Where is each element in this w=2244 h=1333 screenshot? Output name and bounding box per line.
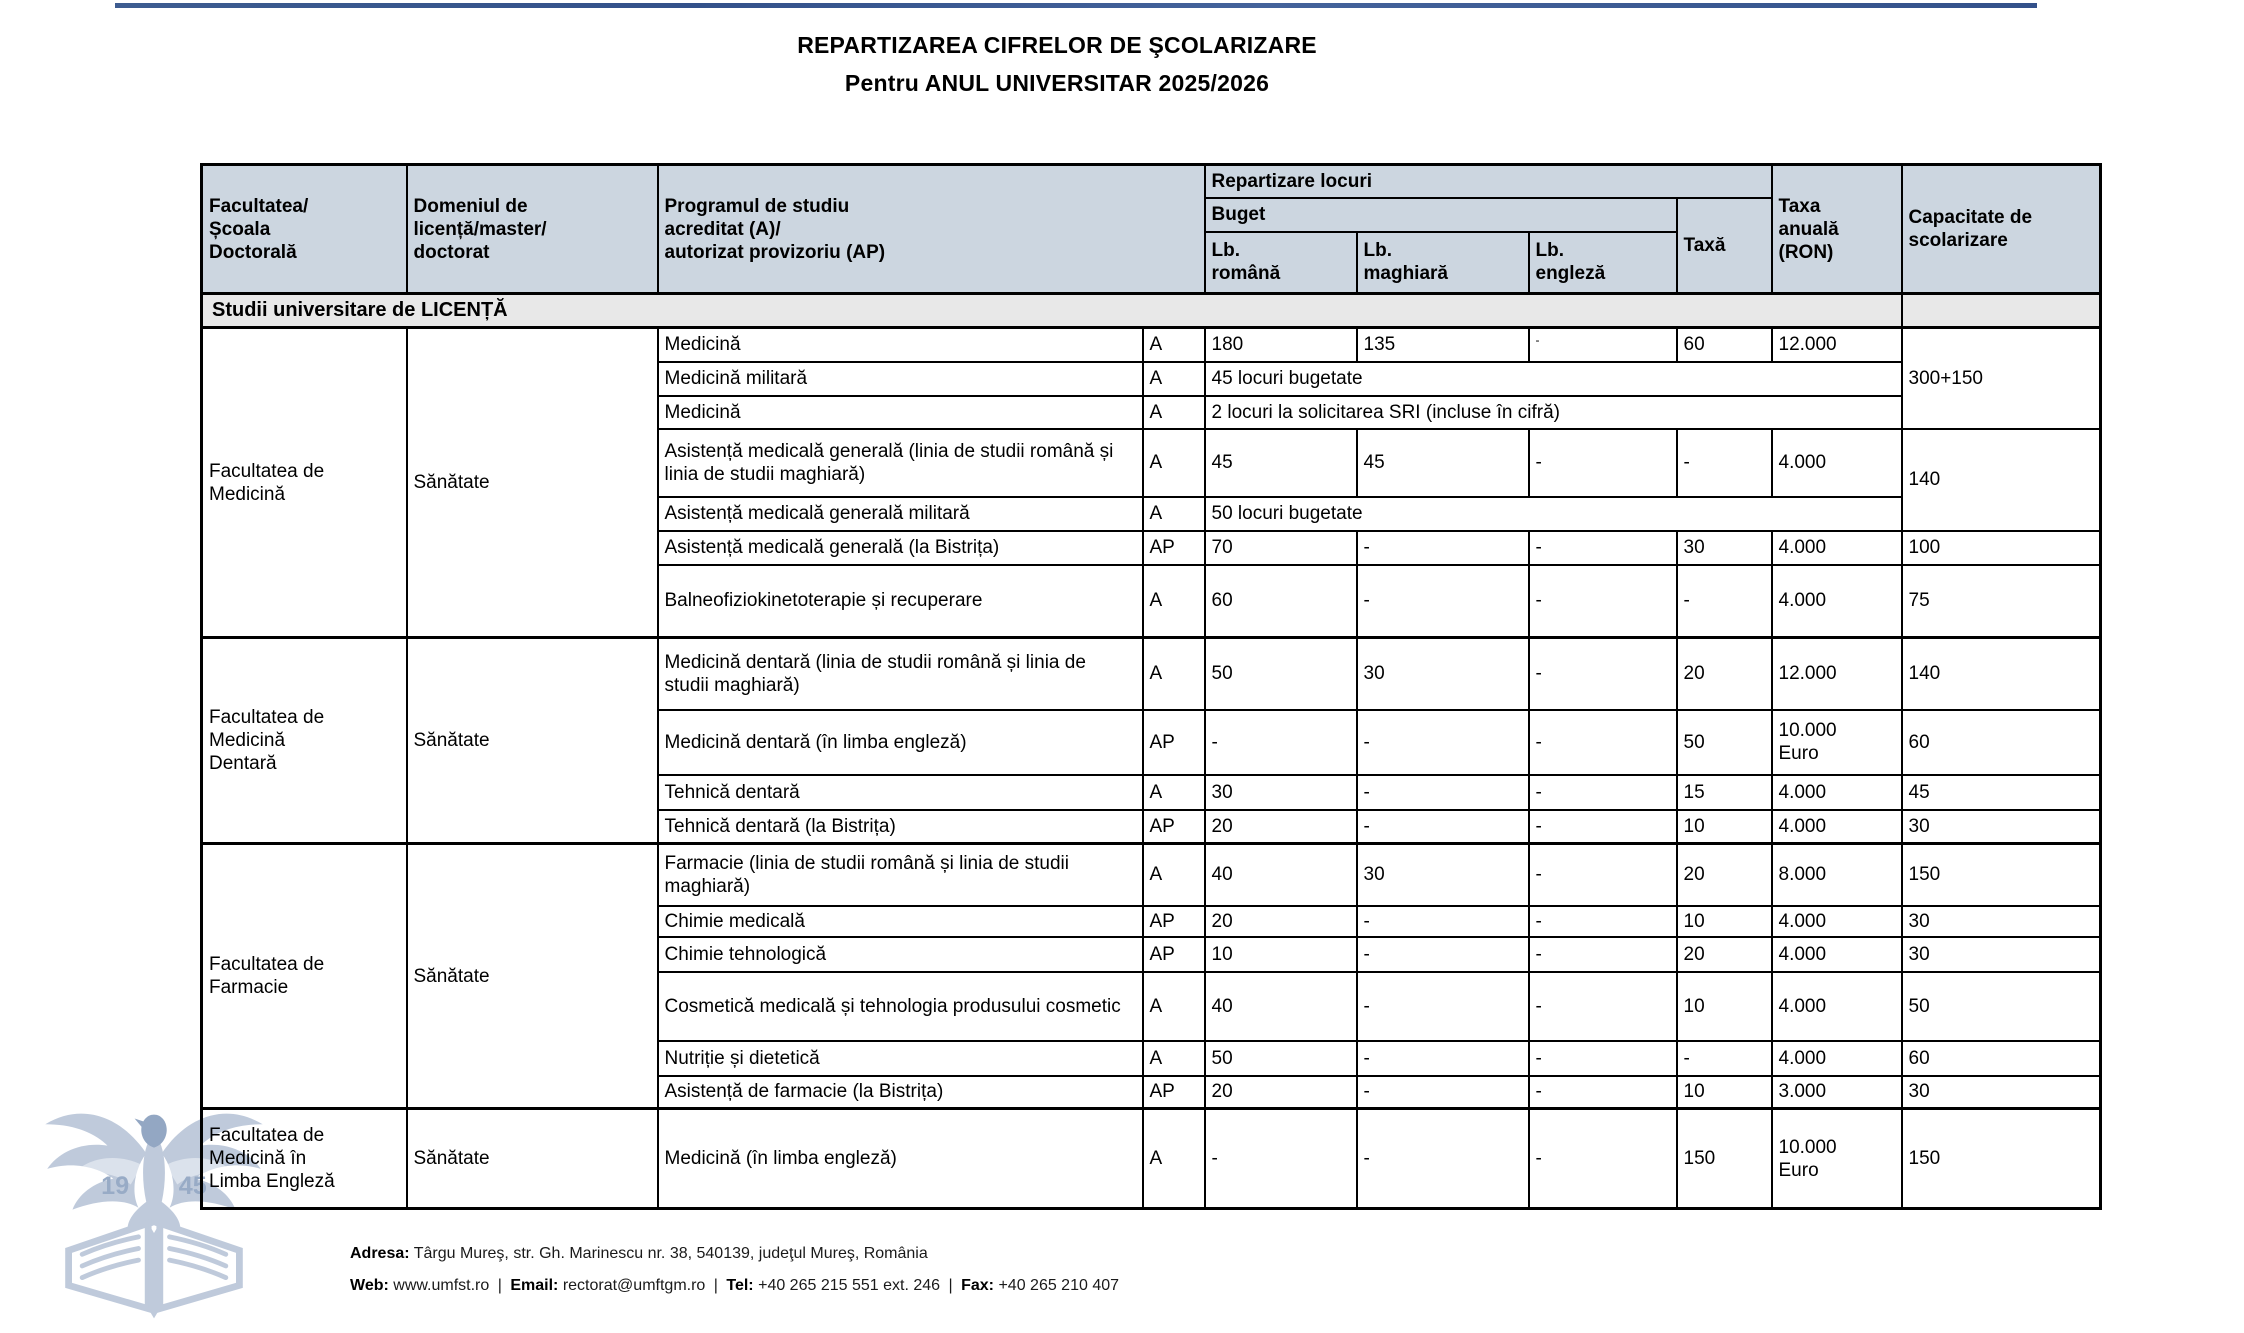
capacity-cell: 30 xyxy=(1902,906,2101,937)
budget-en-cell: - xyxy=(1529,937,1677,972)
accreditation-cell: AP xyxy=(1143,1076,1205,1109)
budget-hu-cell: - xyxy=(1357,810,1529,844)
budget-en-cell: - xyxy=(1529,810,1677,844)
fee-seats-cell: 20 xyxy=(1677,937,1772,972)
fee-seats-cell: 10 xyxy=(1677,972,1772,1041)
accreditation-cell: A xyxy=(1143,565,1205,638)
fee-seats-cell: 30 xyxy=(1677,531,1772,565)
budget-hu-cell: 135 xyxy=(1357,328,1529,362)
budget-hu-cell: - xyxy=(1357,531,1529,565)
budget-hu-cell: - xyxy=(1357,906,1529,937)
budget-ro-cell: 50 xyxy=(1205,1041,1357,1076)
program-cell: Nutriție și dietetică xyxy=(658,1041,1143,1076)
fee-seats-cell: 10 xyxy=(1677,810,1772,844)
header-repartizare-locuri: Repartizare locuri xyxy=(1205,165,1772,198)
domain-cell: Sănătate xyxy=(407,638,658,844)
section-label-spacer xyxy=(1902,294,2101,328)
fee-seats-cell: 60 xyxy=(1677,328,1772,362)
budget-ro-cell: 50 xyxy=(1205,638,1357,710)
budget-en-cell: - xyxy=(1529,638,1677,710)
header-taxa: Taxă xyxy=(1677,198,1772,294)
budget-hu-cell: - xyxy=(1357,710,1529,775)
budget-ro-cell: 45 xyxy=(1205,429,1357,497)
budget-en-cell: - xyxy=(1529,972,1677,1041)
email-value: rectorat@umftgm.ro xyxy=(562,1277,706,1294)
budget-hu-cell: - xyxy=(1357,972,1529,1041)
budget-hu-cell: 30 xyxy=(1357,844,1529,906)
table-row xyxy=(202,328,2101,362)
program-cell: Tehnică dentară xyxy=(658,775,1143,810)
budget-hu-cell: - xyxy=(1357,1041,1529,1076)
header-lb-engleza: Lb. engleză xyxy=(1529,232,1677,294)
budget-en-cell: - xyxy=(1529,531,1677,565)
fax-label: Fax: xyxy=(961,1277,994,1294)
accreditation-cell: AP xyxy=(1143,531,1205,565)
capacity-cell: 150 xyxy=(1902,844,2101,906)
separator: | xyxy=(948,1277,953,1294)
capacity-cell: 60 xyxy=(1902,1041,2101,1076)
fee-seats-cell: 10 xyxy=(1677,1076,1772,1109)
budget-hu-cell: - xyxy=(1357,775,1529,810)
budget-en-cell: - xyxy=(1529,1076,1677,1109)
section-row-licenta xyxy=(202,294,2101,328)
budget-ro-cell: 30 xyxy=(1205,775,1357,810)
program-cell: Medicină militară xyxy=(658,362,1143,396)
faculty-cell: Facultatea de Medicină xyxy=(202,328,407,638)
budget-hu-cell: 30 xyxy=(1357,638,1529,710)
fee-seats-cell: 15 xyxy=(1677,775,1772,810)
domain-cell: Sănătate xyxy=(407,1109,658,1209)
program-cell: Balneofiziokinetoterapie și recuperare xyxy=(658,565,1143,638)
faculty-cell: Facultatea de Farmacie xyxy=(202,844,407,1109)
accreditation-cell: A xyxy=(1143,362,1205,396)
logo-year-left: 19 xyxy=(101,1172,130,1201)
budget-ro-cell: 60 xyxy=(1205,565,1357,638)
budget-hu-cell: 45 xyxy=(1357,429,1529,497)
fee-seats-cell: 20 xyxy=(1677,638,1772,710)
enrollment-table xyxy=(200,163,2102,1210)
budget-ro-cell: 20 xyxy=(1205,810,1357,844)
email-label: Email: xyxy=(510,1277,559,1294)
annual-fee-cell: 4.000 xyxy=(1772,1041,1902,1076)
annual-fee-cell: 10.000 Euro xyxy=(1772,710,1902,775)
annual-fee-cell: 3.000 xyxy=(1772,1076,1902,1109)
accreditation-cell: AP xyxy=(1143,937,1205,972)
budget-ro-cell: 40 xyxy=(1205,844,1357,906)
program-cell: Chimie tehnologică xyxy=(658,937,1143,972)
section-label: Studii universitare de LICENȚĂ xyxy=(202,294,1902,328)
address-label: Adresa: xyxy=(350,1245,410,1262)
faculty-cell: Facultatea de Medicină în Limba Engleză xyxy=(202,1109,407,1209)
web-label: Web: xyxy=(350,1277,389,1294)
program-cell: Medicină dentară (linia de studii română și linia de studii maghiară) xyxy=(658,638,1143,710)
capacity-cell: 100 xyxy=(1902,531,2101,565)
budget-en-cell: - xyxy=(1529,1041,1677,1076)
program-cell: Medicină dentară (în limba engleză) xyxy=(658,710,1143,775)
program-cell: Cosmetică medicală și tehnologia produsului cosmetic xyxy=(658,972,1143,1041)
accreditation-cell: AP xyxy=(1143,710,1205,775)
header-buget: Buget xyxy=(1205,198,1677,232)
header-taxa-anuala: Taxa anuală (RON) xyxy=(1772,165,1902,294)
merged-note-cell: 50 locuri bugetate xyxy=(1205,497,1902,531)
header-lb-maghiara: Lb. maghiară xyxy=(1357,232,1529,294)
accreditation-cell: A xyxy=(1143,396,1205,429)
budget-ro-cell: 40 xyxy=(1205,972,1357,1041)
fee-seats-cell: 50 xyxy=(1677,710,1772,775)
accreditation-cell: AP xyxy=(1143,906,1205,937)
table-row xyxy=(202,638,2101,710)
annual-fee-cell: 10.000 Euro xyxy=(1772,1109,1902,1209)
footer-contact-line xyxy=(350,1275,1119,1296)
budget-ro-cell: - xyxy=(1205,1109,1357,1209)
budget-ro-cell: 10 xyxy=(1205,937,1357,972)
budget-hu-cell: - xyxy=(1357,937,1529,972)
annual-fee-cell: 12.000 xyxy=(1772,638,1902,710)
annual-fee-cell: 4.000 xyxy=(1772,810,1902,844)
faculty-cell: Facultatea de Medicină Dentară xyxy=(202,638,407,844)
budget-en-cell: - xyxy=(1529,1109,1677,1209)
annual-fee-cell: 4.000 xyxy=(1772,906,1902,937)
capacity-cell: 30 xyxy=(1902,1076,2101,1109)
accreditation-cell: A xyxy=(1143,429,1205,497)
annual-fee-cell: 4.000 xyxy=(1772,775,1902,810)
budget-hu-cell: - xyxy=(1357,565,1529,638)
annual-fee-cell: 4.000 xyxy=(1772,937,1902,972)
program-cell: Tehnică dentară (la Bistrița) xyxy=(658,810,1143,844)
annual-fee-cell: 8.000 xyxy=(1772,844,1902,906)
header-faculty: Facultatea/ Școala Doctorală xyxy=(202,165,407,294)
accreditation-cell: A xyxy=(1143,1041,1205,1076)
annual-fee-cell: 4.000 xyxy=(1772,429,1902,497)
superscript-dash: - xyxy=(1535,333,1540,348)
accreditation-cell: A xyxy=(1143,775,1205,810)
title-line-1: REPARTIZAREA CIFRELOR DE ŞCOLARIZARE xyxy=(797,32,1317,58)
document-title xyxy=(0,31,2114,97)
table-row xyxy=(202,1109,2101,1209)
program-cell: Medicină xyxy=(658,396,1143,429)
separator: | xyxy=(713,1277,718,1294)
header-capacitate: Capacitate de scolarizare xyxy=(1902,165,2101,294)
accreditation-cell: A xyxy=(1143,972,1205,1041)
program-cell: Asistență medicală generală (la Bistrița) xyxy=(658,531,1143,565)
budget-en-cell xyxy=(1529,328,1677,362)
fee-seats-cell: 150 xyxy=(1677,1109,1772,1209)
merged-note-cell: 2 locuri la solicitarea SRI (incluse în cifră) xyxy=(1205,396,1902,429)
web-value: www.umfst.ro xyxy=(393,1277,490,1294)
annual-fee-cell: 4.000 xyxy=(1772,565,1902,638)
top-horizontal-rule xyxy=(115,3,2037,8)
accreditation-cell: AP xyxy=(1143,810,1205,844)
capacity-cell: 60 xyxy=(1902,710,2101,775)
program-cell: Asistență medicală generală (linia de studii română și linia de studii maghiară) xyxy=(658,429,1143,497)
capacity-cell: 150 xyxy=(1902,1109,2101,1209)
capacity-cell: 75 xyxy=(1902,565,2101,638)
header-program: Programul de studiu acreditat (A)/ autorizat provizoriu (AP) xyxy=(658,165,1205,294)
fee-seats-cell: 20 xyxy=(1677,844,1772,906)
domain-cell: Sănătate xyxy=(407,328,658,638)
budget-en-cell: - xyxy=(1529,775,1677,810)
separator: | xyxy=(497,1277,502,1294)
budget-ro-cell: 70 xyxy=(1205,531,1357,565)
annual-fee-cell: 4.000 xyxy=(1772,972,1902,1041)
table-row xyxy=(202,844,2101,906)
footer xyxy=(350,1243,1119,1307)
capacity-cell: 140 xyxy=(1902,638,2101,710)
accreditation-cell: A xyxy=(1143,497,1205,531)
capacity-cell: 50 xyxy=(1902,972,2101,1041)
budget-ro-cell: 20 xyxy=(1205,906,1357,937)
budget-en-cell: - xyxy=(1529,710,1677,775)
fee-seats-cell: - xyxy=(1677,565,1772,638)
budget-hu-cell: - xyxy=(1357,1109,1529,1209)
tel-value: +40 265 215 551 ext. 246 xyxy=(758,1277,941,1294)
budget-en-cell: - xyxy=(1529,906,1677,937)
fee-seats-cell: 10 xyxy=(1677,906,1772,937)
budget-hu-cell: - xyxy=(1357,1076,1529,1109)
capacity-cell: 300+150 xyxy=(1902,328,2101,429)
accreditation-cell: A xyxy=(1143,638,1205,710)
capacity-cell: 30 xyxy=(1902,937,2101,972)
fee-seats-cell: - xyxy=(1677,1041,1772,1076)
program-cell: Asistență medicală generală militară xyxy=(658,497,1143,531)
annual-fee-cell: 4.000 xyxy=(1772,531,1902,565)
merged-note-cell: 45 locuri bugetate xyxy=(1205,362,1902,396)
budget-en-cell: - xyxy=(1529,565,1677,638)
header-domain: Domeniul de licență/master/ doctorat xyxy=(407,165,658,294)
accreditation-cell: A xyxy=(1143,844,1205,906)
header-lb-romana: Lb. română xyxy=(1205,232,1357,294)
logo-year-right: 45 xyxy=(178,1172,207,1201)
budget-ro-cell: 180 xyxy=(1205,328,1357,362)
capacity-cell: 140 xyxy=(1902,429,2101,531)
program-cell: Chimie medicală xyxy=(658,906,1143,937)
fax-value: +40 265 210 407 xyxy=(998,1277,1120,1294)
budget-en-cell: - xyxy=(1529,429,1677,497)
accreditation-cell: A xyxy=(1143,328,1205,362)
budget-ro-cell: 20 xyxy=(1205,1076,1357,1109)
capacity-cell: 45 xyxy=(1902,775,2101,810)
header-row-1 xyxy=(202,165,2101,198)
address-value: Târgu Mureş, str. Gh. Marinescu nr. 38, 540139, judeţul Mureş, România xyxy=(413,1245,928,1262)
annual-fee-cell: 12.000 xyxy=(1772,328,1902,362)
accreditation-cell: A xyxy=(1143,1109,1205,1209)
title-line-2: Pentru ANUL UNIVERSITAR 2025/2026 xyxy=(844,70,1270,96)
budget-en-cell: - xyxy=(1529,844,1677,906)
fee-seats-cell: - xyxy=(1677,429,1772,497)
domain-cell: Sănătate xyxy=(407,844,658,1109)
program-cell: Medicină (în limba engleză) xyxy=(658,1109,1143,1209)
program-cell: Farmacie (linia de studii română și linia de studii maghiară) xyxy=(658,844,1143,906)
program-cell: Asistență de farmacie (la Bistrița) xyxy=(658,1076,1143,1109)
footer-address-line xyxy=(350,1243,1119,1264)
budget-ro-cell: - xyxy=(1205,710,1357,775)
program-cell: Medicină xyxy=(658,328,1143,362)
capacity-cell: 30 xyxy=(1902,810,2101,844)
tel-label: Tel: xyxy=(726,1277,754,1294)
